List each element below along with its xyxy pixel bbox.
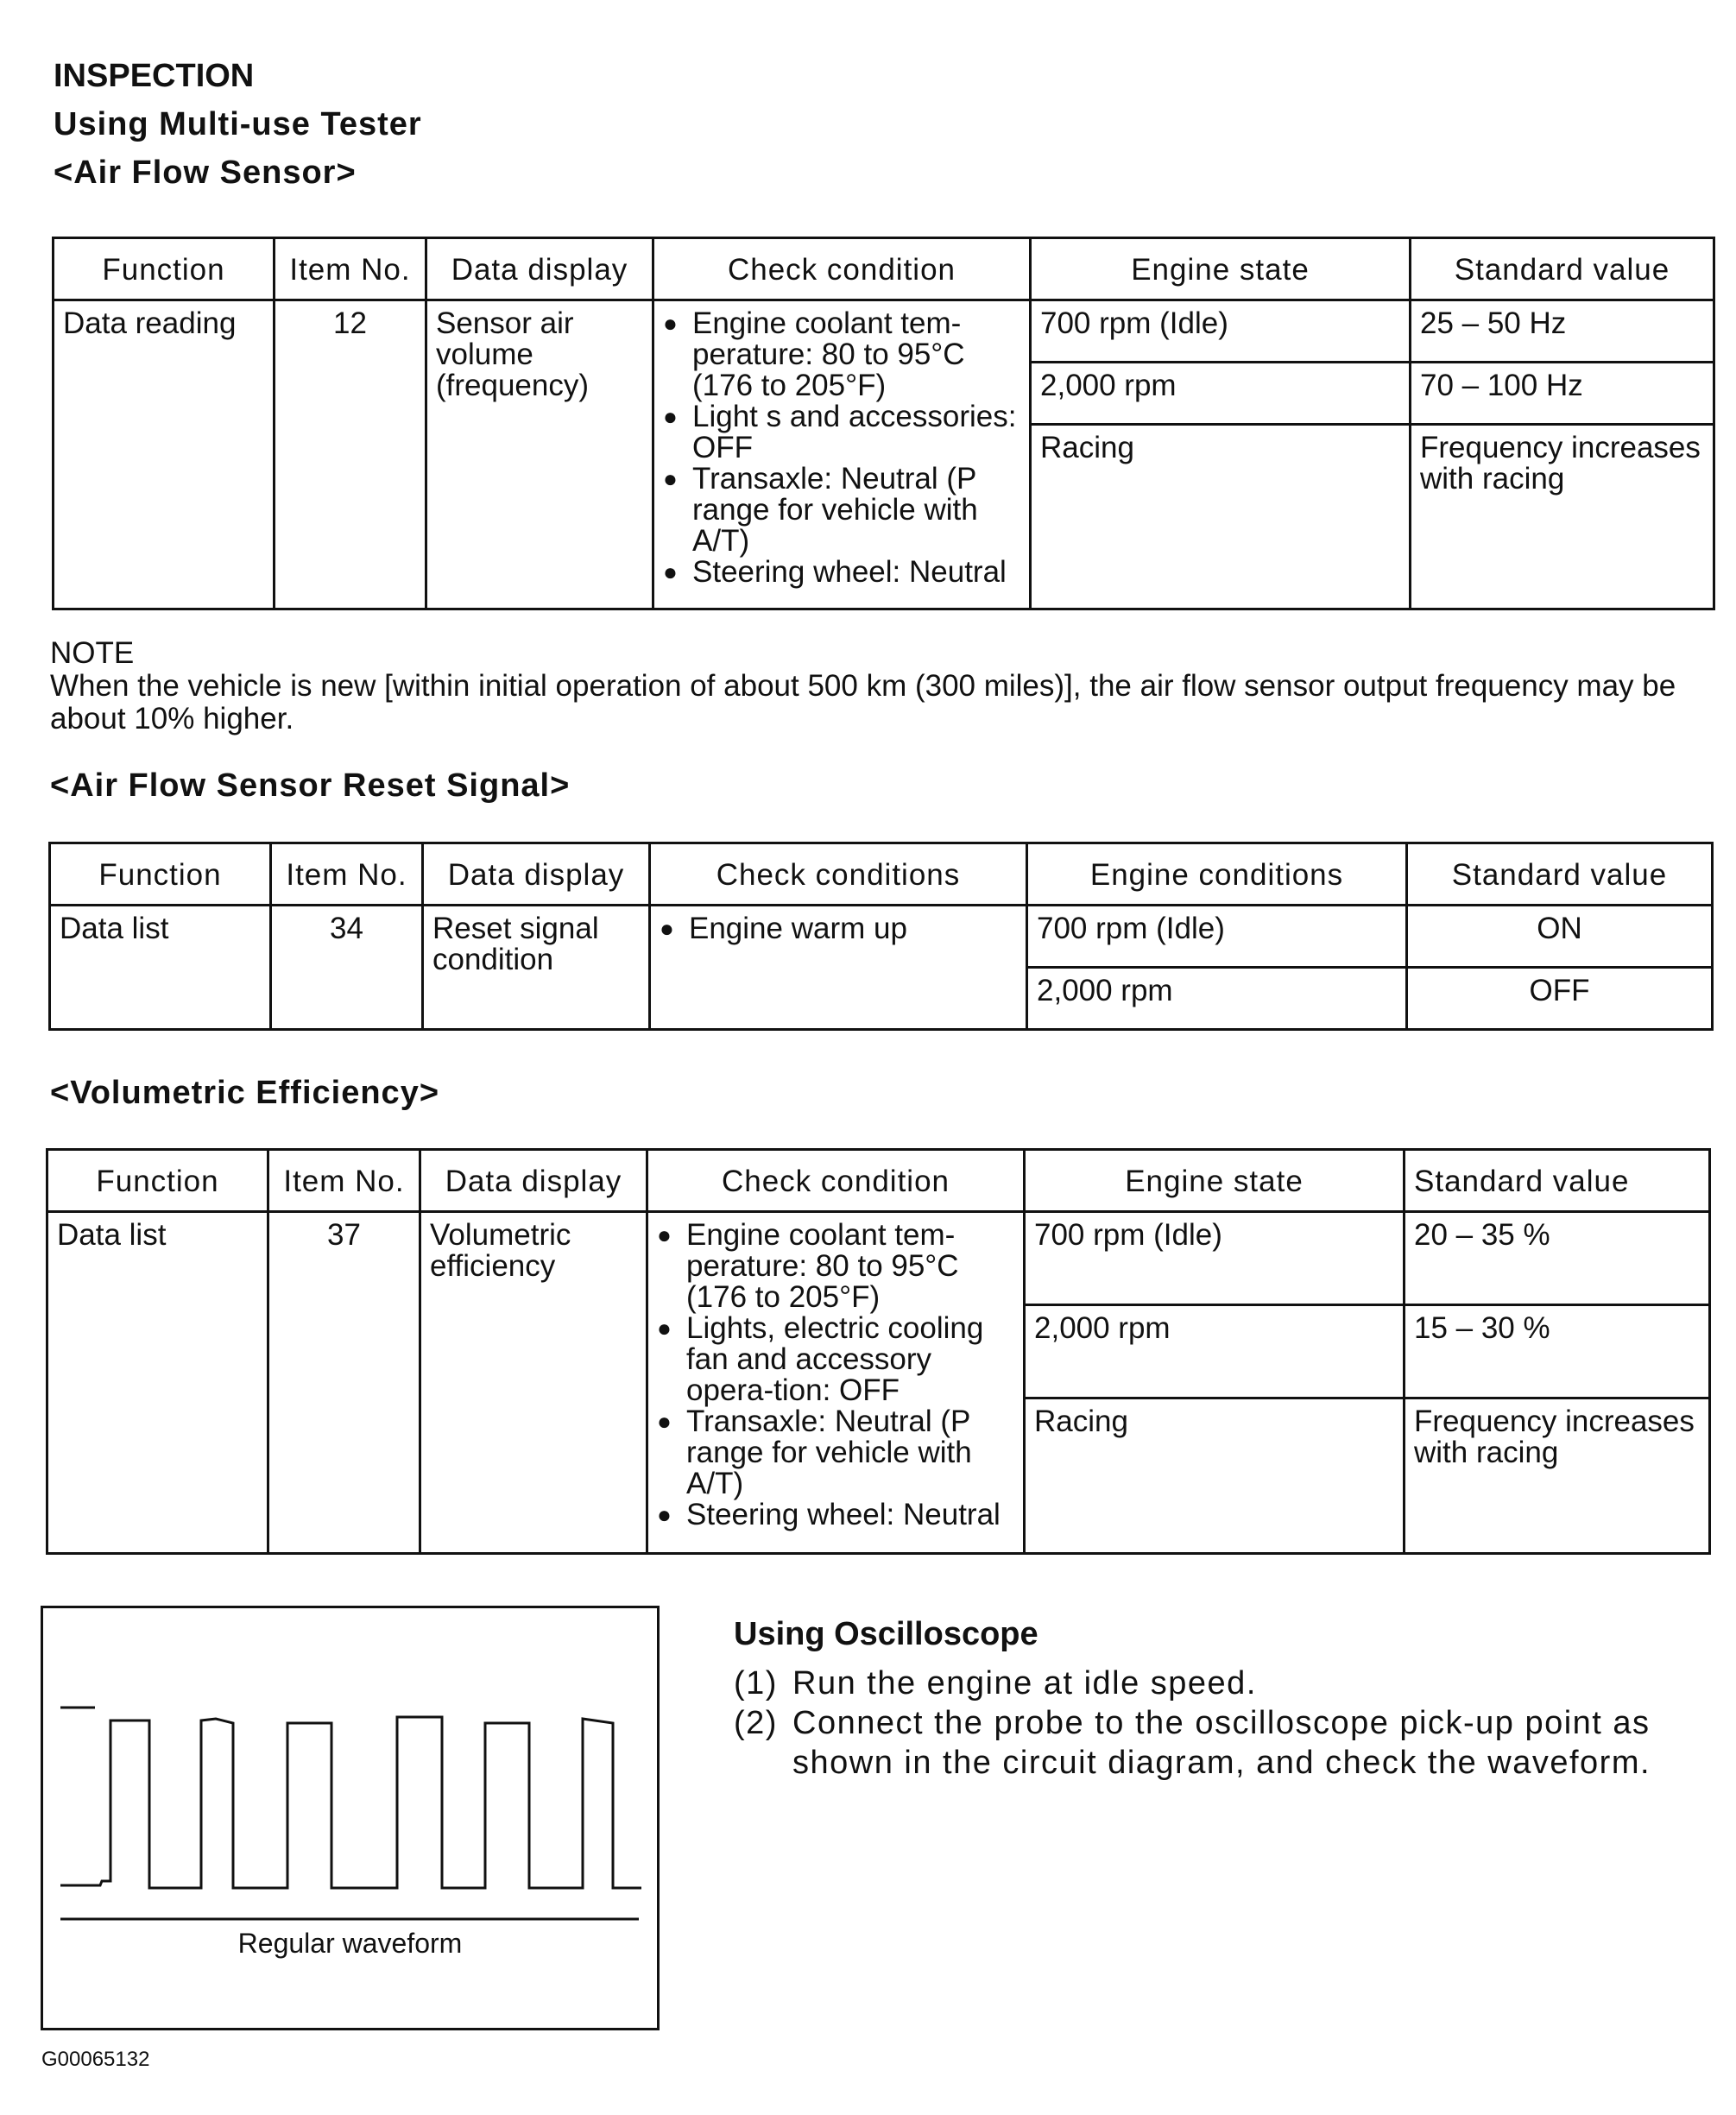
volumetric-efficiency-table [46,1148,1711,1555]
table-header-row [54,238,1714,300]
figure-caption: Regular waveform [237,1928,463,1959]
waveform-graph [43,1608,657,2028]
item-no-cell: 37 [268,1212,420,1554]
standard-value-cell: ON [1407,906,1713,968]
check-condition-item: ● Lights, electric cooling fan and accessory opera-tion: OFF [686,1313,1014,1406]
page-title: INSPECTION [54,58,255,94]
table-header-row [50,843,1713,906]
check-condition-item: ● Engine warm up [689,913,1017,944]
column-header: Standard value [1405,1150,1710,1212]
check-condition-cell [647,1212,1025,1554]
check-condition-item: ● Transaxle: Neutral (P range for vehicle with A/T) [686,1406,1014,1499]
figure-id: G00065132 [41,2048,150,2071]
table-header-row [47,1150,1710,1212]
step-text: Connect the probe to the oscilloscope pick-up point as shown in the circuit diagram, and check the waveform. [792,1705,1651,1781]
page-subtitle: Using Multi-use Tester [54,106,422,142]
column-header: Function [47,1150,268,1212]
standard-value-cell: Frequency increases with racing [1405,1398,1710,1554]
table-row [50,906,1713,968]
column-header: Engine state [1025,1150,1405,1212]
note-text: When the vehicle is new [within initial operation of about 500 km (300 miles)], the air flow sensor output frequency may be about 10% higher. [50,669,1676,736]
check-condition-item: ● Light s and accessories: OFF [692,401,1020,464]
standard-value-cell: OFF [1407,968,1713,1030]
function-cell: Data reading [54,300,275,609]
column-header: Check condition [647,1150,1025,1212]
column-header: Item No. [275,238,426,300]
engine-state-cell: 2,000 rpm [1031,363,1411,425]
column-header: Data display [426,238,653,300]
step-number: (1) [734,1665,778,1701]
note-block [50,637,1736,736]
standard-value-cell: 70 – 100 Hz [1411,363,1714,425]
engine-state-cell: 700 rpm (Idle) [1025,1212,1405,1305]
air-flow-sensor-table [52,237,1715,610]
column-header: Engine conditions [1027,843,1407,906]
waveform-figure [41,1606,660,2030]
note-label: NOTE [50,636,135,670]
column-header: Data display [420,1150,647,1212]
air-flow-sensor-heading: <Air Flow Sensor> [54,155,357,191]
standard-value-cell: Frequency increases with racing [1411,425,1714,609]
page-header [54,57,422,192]
standard-value-cell: 20 – 35 % [1405,1212,1710,1305]
engine-state-cell: 2,000 rpm [1025,1305,1405,1398]
step-text: Run the engine at idle speed. [792,1665,1257,1701]
function-cell: Data list [50,906,271,1030]
engine-state-cell: 2,000 rpm [1027,968,1407,1030]
column-header: Item No. [268,1150,420,1212]
check-condition-item: ● Steering wheel: Neutral [686,1499,1014,1531]
column-header: Function [54,238,275,300]
step-number: (2) [734,1705,778,1741]
engine-state-cell: 700 rpm (Idle) [1031,300,1411,363]
oscilloscope-heading: Using Oscilloscope [734,1616,1038,1652]
reset-signal-heading: <Air Flow Sensor Reset Signal> [50,767,571,804]
column-header: Check condition [653,238,1031,300]
check-condition-cell [653,300,1031,609]
check-condition-item: ● Transaxle: Neutral (P range for vehicle with A/T) [692,464,1020,557]
column-header: Item No. [271,843,423,906]
function-cell: Data list [47,1212,268,1554]
data-display-cell: Reset signal condition [423,906,650,1030]
table-row [54,300,1714,363]
check-condition-item: ● Steering wheel: Neutral [692,557,1020,588]
list-item [734,1703,1701,1783]
engine-state-cell: 700 rpm (Idle) [1027,906,1407,968]
column-header: Function [50,843,271,906]
waveform-trace [60,1717,641,1888]
column-header: Data display [423,843,650,906]
column-header: Check conditions [650,843,1027,906]
engine-state-cell: Racing [1031,425,1411,609]
data-display-cell: Sensor air volume (frequency) [426,300,653,609]
oscilloscope-steps [734,1664,1701,1783]
data-display-cell: Volumetric efficiency [420,1212,647,1554]
check-condition-cell [650,906,1027,1030]
table-row [47,1212,1710,1305]
list-item [734,1664,1701,1703]
engine-state-cell: Racing [1025,1398,1405,1554]
oscilloscope-section [734,1616,1701,1783]
item-no-cell: 12 [275,300,426,609]
check-condition-item: ● Engine coolant tem-perature: 80 to 95°C (176 to 205°F) [686,1220,1014,1313]
reset-signal-table [48,842,1714,1031]
column-header: Standard value [1407,843,1713,906]
check-condition-item: ● Engine coolant tem-perature: 80 to 95°C (176 to 205°F) [692,308,1020,401]
column-header: Standard value [1411,238,1714,300]
volumetric-efficiency-heading: <Volumetric Efficiency> [50,1075,440,1111]
standard-value-cell: 15 – 30 % [1405,1305,1710,1398]
column-header: Engine state [1031,238,1411,300]
standard-value-cell: 25 – 50 Hz [1411,300,1714,363]
item-no-cell: 34 [271,906,423,1030]
